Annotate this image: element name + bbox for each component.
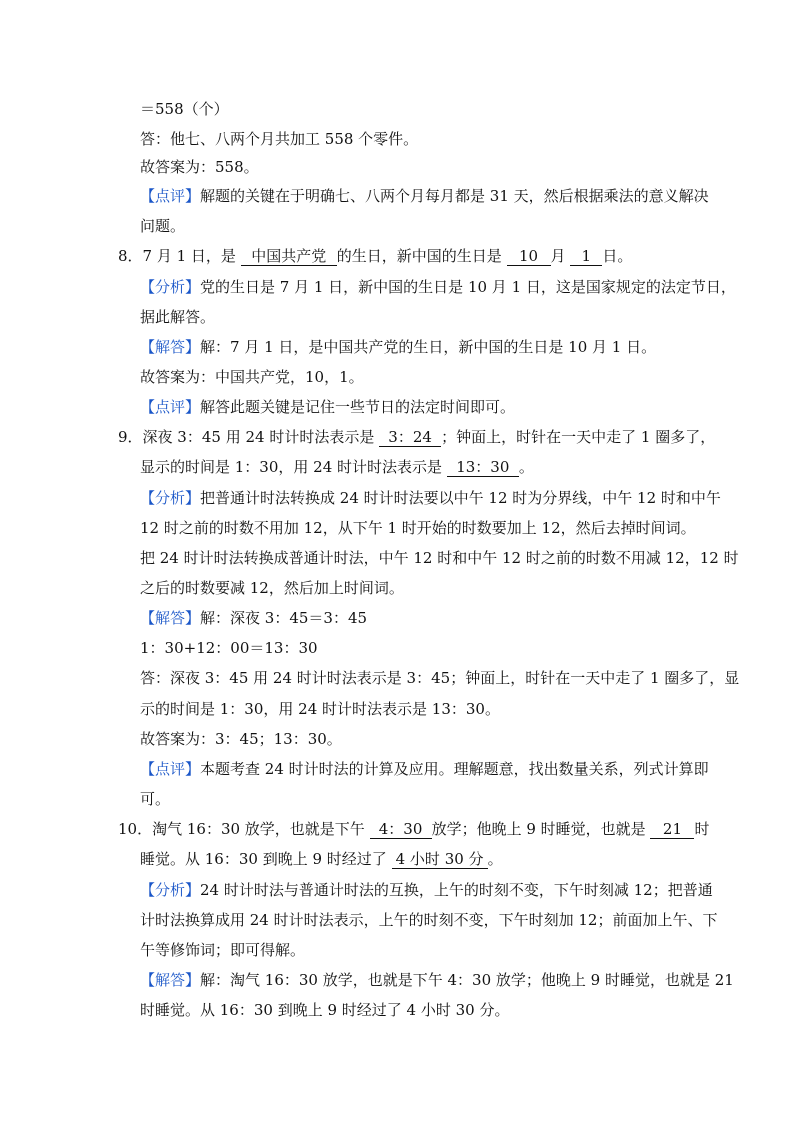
answer-blank: 4 小时 30 分 xyxy=(392,851,488,869)
text-line: 故答案为：3：45；13：30。 xyxy=(140,730,342,748)
analysis-tag: 【分析】 xyxy=(140,278,201,296)
answer-blank: 10 xyxy=(507,248,551,266)
text-line: 答：深夜 3：45 用 24 时计时法表示是 3：45；钟面上，时针在一天中走了 1 圈多了，显 xyxy=(140,669,740,687)
answer-blank: 3：24 xyxy=(379,429,441,447)
analysis-tag: 【分析】 xyxy=(140,881,201,899)
question-9 xyxy=(118,427,715,447)
answer-blank: 中国共产党 xyxy=(241,248,337,266)
question-text: 放学；他晚上 9 时睡觉，也就是 xyxy=(431,820,646,838)
review-tag: 【点评】 xyxy=(140,187,201,205)
analysis-line xyxy=(140,880,713,900)
text-line: 可。 xyxy=(140,790,171,808)
question-10 xyxy=(118,819,709,839)
analysis-text: 把普通计时法转换成 24 时计时法要以中午 12 时为分界线，中午 12 时和中午 xyxy=(200,489,721,507)
question-text: 10．淘气 16：30 放学，也就是下午 xyxy=(118,820,365,838)
review-line xyxy=(140,186,709,206)
question-text: 时 xyxy=(694,820,710,838)
question-text: 。 xyxy=(487,850,503,868)
answer-blank: 1 xyxy=(570,248,602,266)
text-line: 计时法换算成用 24 时计时法表示，上午的时刻不变，下午时刻加 12；前面加上午、下 xyxy=(140,911,718,929)
analysis-tag: 【分析】 xyxy=(140,489,201,507)
analysis-text: 党的生日是 7 月 1 日，新中国的生日是 10 月 1 日，这是国家规定的法定节日， xyxy=(200,278,736,296)
question-10-cont xyxy=(140,849,503,869)
solution-line xyxy=(140,337,656,357)
solution-text: 解：7 月 1 日，是中国共产党的生日，新中国的生日是 10 月 1 日。 xyxy=(200,338,657,356)
text-line: 故答案为：558。 xyxy=(140,158,259,176)
review-text: 解题的关键在于明确七、八两个月每月都是 31 天，然后根据乘法的意义解决 xyxy=(200,187,709,205)
text-line: 之后的时数要减 12，然后加上时间词。 xyxy=(140,579,404,597)
review-line xyxy=(140,759,709,779)
text-line: 答：他七、八两个月共加工 558 个零件。 xyxy=(140,130,419,148)
question-text: 8．7 月 1 日，是 xyxy=(118,247,236,265)
analysis-line xyxy=(140,488,721,508)
text-line: 示的时间是 1：30，用 24 时计时法表示是 13：30。 xyxy=(140,700,500,718)
analysis-line xyxy=(140,277,736,297)
question-text: 日。 xyxy=(602,247,633,265)
text-line: 问题。 xyxy=(140,217,186,235)
answer-blank: 4：30 xyxy=(370,821,432,839)
review-text: 本题考查 24 时计时法的计算及应用。理解题意，找出数量关系，列式计算即 xyxy=(200,760,709,778)
solution-text: 解：深夜 3：45＝3：45 xyxy=(200,609,368,627)
analysis-text: 24 时计时法与普通计时法的互换，上午的时刻不变，下午时刻减 12；把普通 xyxy=(200,881,713,899)
review-line xyxy=(140,397,515,417)
solution-line xyxy=(140,970,734,990)
solution-tag: 【解答】 xyxy=(140,609,201,627)
question-text: 月 xyxy=(550,247,566,265)
question-8 xyxy=(118,246,632,266)
text-line: 时睡觉。从 16：30 到晚上 9 时经过了 4 小时 30 分。 xyxy=(140,1001,510,1019)
solution-text: 解：淘气 16：30 放学，也就是下午 4：30 放学；他晚上 9 时睡觉，也就是 21 xyxy=(200,971,734,989)
text-line: 把 24 时计时法转换成普通计时法，中午 12 时和中午 12 时之前的时数不用减 12，12 时 xyxy=(140,549,739,567)
solution-tag: 【解答】 xyxy=(140,338,201,356)
question-text: ；钟面上，时针在一天中走了 1 圈多了， xyxy=(441,428,716,446)
text-line: 故答案为：中国共产党，10，1。 xyxy=(140,368,364,386)
solution-line xyxy=(140,608,367,628)
solution-tag: 【解答】 xyxy=(140,971,201,989)
text-line: 1：30+12：00＝13：30 xyxy=(140,639,318,657)
question-text: 9．深夜 3：45 用 24 时计时法表示是 xyxy=(118,428,375,446)
question-text: 的生日，新中国的生日是 xyxy=(336,247,502,265)
text-line: ＝558（个） xyxy=(140,100,229,118)
question-text: 显示的时间是 1：30，用 24 时计时法表示是 xyxy=(140,458,443,476)
review-tag: 【点评】 xyxy=(140,398,201,416)
text-line: 据此解答。 xyxy=(140,308,216,326)
text-line: 12 时之前的时数不用加 12，从下午 1 时开始的时数要加上 12，然后去掉时间词。 xyxy=(140,519,696,537)
question-text: 。 xyxy=(518,458,534,476)
answer-blank: 21 xyxy=(650,821,694,839)
question-9-cont xyxy=(140,457,534,477)
text-line: 午等修饰词；即可得解。 xyxy=(140,941,306,959)
question-text: 睡觉。从 16：30 到晚上 9 时经过了 xyxy=(140,850,387,868)
answer-blank: 13：30 xyxy=(447,459,519,477)
review-tag: 【点评】 xyxy=(140,760,201,778)
review-text: 解答此题关键是记住一些节日的法定时间即可。 xyxy=(200,398,516,416)
